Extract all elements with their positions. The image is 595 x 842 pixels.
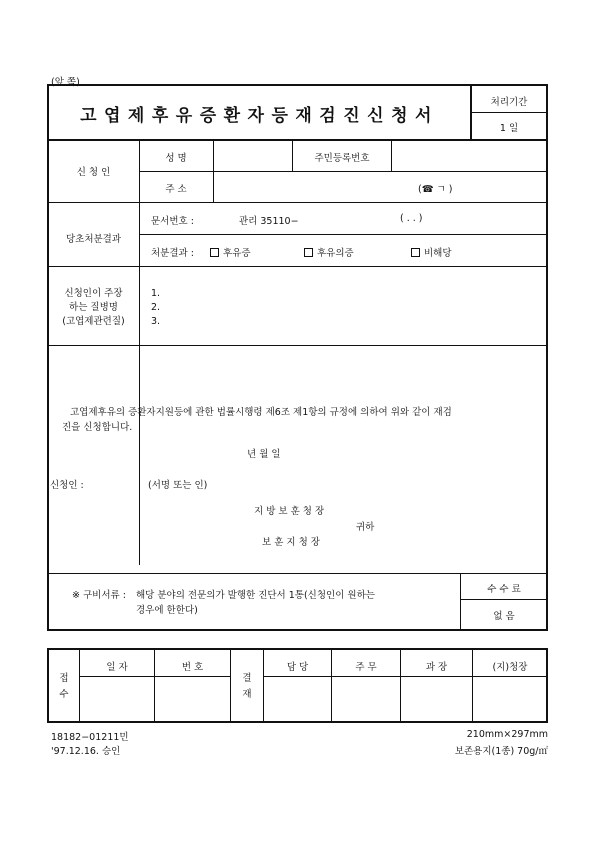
required-documents-label: ※ 구비서류 : (72, 590, 126, 601)
document-number-label: 문서번호 : (151, 216, 194, 227)
disease-item: 1. (151, 288, 161, 299)
checkbox-icon (304, 248, 313, 257)
receipt-date-header: 일 자 (106, 662, 128, 673)
form-title: 고엽제후유증환자등재검진신청서 (80, 106, 439, 126)
processing-period-value: 1 일 (499, 123, 519, 134)
disease-item: 2. (151, 302, 161, 313)
document-number-value: 관리 35110− (239, 216, 299, 227)
recipient-branch-office: 보 훈 지 청 장 (262, 537, 320, 548)
recipient-regional-office: 지 방 보 훈 청 장 (254, 506, 325, 517)
name-label: 성 명 (165, 153, 187, 164)
name-field[interactable] (214, 141, 292, 170)
disease-list[interactable] (151, 287, 160, 329)
approver-section-head: 과 장 (425, 662, 448, 673)
fee-value: 없 음 (493, 611, 515, 622)
phone-hint: (☎ ㄱ ) (418, 184, 453, 195)
recipient-suffix: 귀하 (356, 522, 375, 533)
approver-office-head: (지)청장 (492, 662, 528, 673)
receipt-number-header: 번 호 (181, 662, 204, 673)
paper-size: 210mm×297mm (466, 729, 548, 740)
checkbox-icon (411, 248, 420, 257)
address-field[interactable] (214, 172, 546, 201)
receipt-label: 접 수 (59, 673, 69, 700)
date-line: 년 월 일 (247, 449, 281, 460)
processing-period-header: 처리기간 (490, 97, 528, 108)
original-result-label: 당초처분결과 (65, 234, 122, 245)
statement-line-2: 진을 신청합니다. (62, 422, 133, 433)
option-sequela[interactable]: 후유증 (210, 245, 251, 259)
applicant-sign-label: 신청인 : (50, 480, 84, 491)
approver-staff: 담 당 (286, 662, 309, 673)
document-date-hint: ( . . ) (400, 213, 423, 224)
disease-item: 3. (151, 316, 161, 327)
required-documents-line-1: 해당 분야의 전문의가 발행한 진단서 1통(신청인이 원하는 (136, 590, 375, 601)
paper-type: 보존용지(1종) 70g/㎡ (454, 746, 548, 757)
option-not-applicable[interactable]: 비해당 (411, 245, 452, 259)
result-label: 처분결과 : (151, 248, 194, 259)
resident-number-field[interactable] (392, 141, 546, 170)
fee-header: 수 수 료 (487, 584, 521, 595)
address-label: 주 소 (165, 184, 187, 195)
sign-hint: (서명 또는 인) (148, 480, 208, 491)
approver-chief: 주 무 (355, 662, 377, 673)
claimed-disease-label: 신청인이 주장 하는 질병명 (고엽제관련질) (62, 288, 125, 327)
resident-number-label: 주민등록번호 (314, 153, 370, 164)
form-number: 18182−01211민 (51, 732, 129, 743)
applicant-label: 신 청 인 (76, 167, 111, 178)
approval-label: 결 재 (242, 673, 252, 700)
page-side-label: (앞 쪽) (51, 77, 80, 88)
statement-line-1: 고엽제후유의 증환자지원등에 관한 법률시행령 제6조 제1항의 규정에 의하여 위와 같이 재검 (70, 407, 452, 418)
option-suspected-sequela[interactable]: 후유의증 (304, 245, 354, 259)
approval-date: '97.12.16. 승인 (51, 746, 121, 757)
checkbox-icon (210, 248, 219, 257)
required-documents-line-2: 경우에 한한다) (136, 605, 198, 616)
